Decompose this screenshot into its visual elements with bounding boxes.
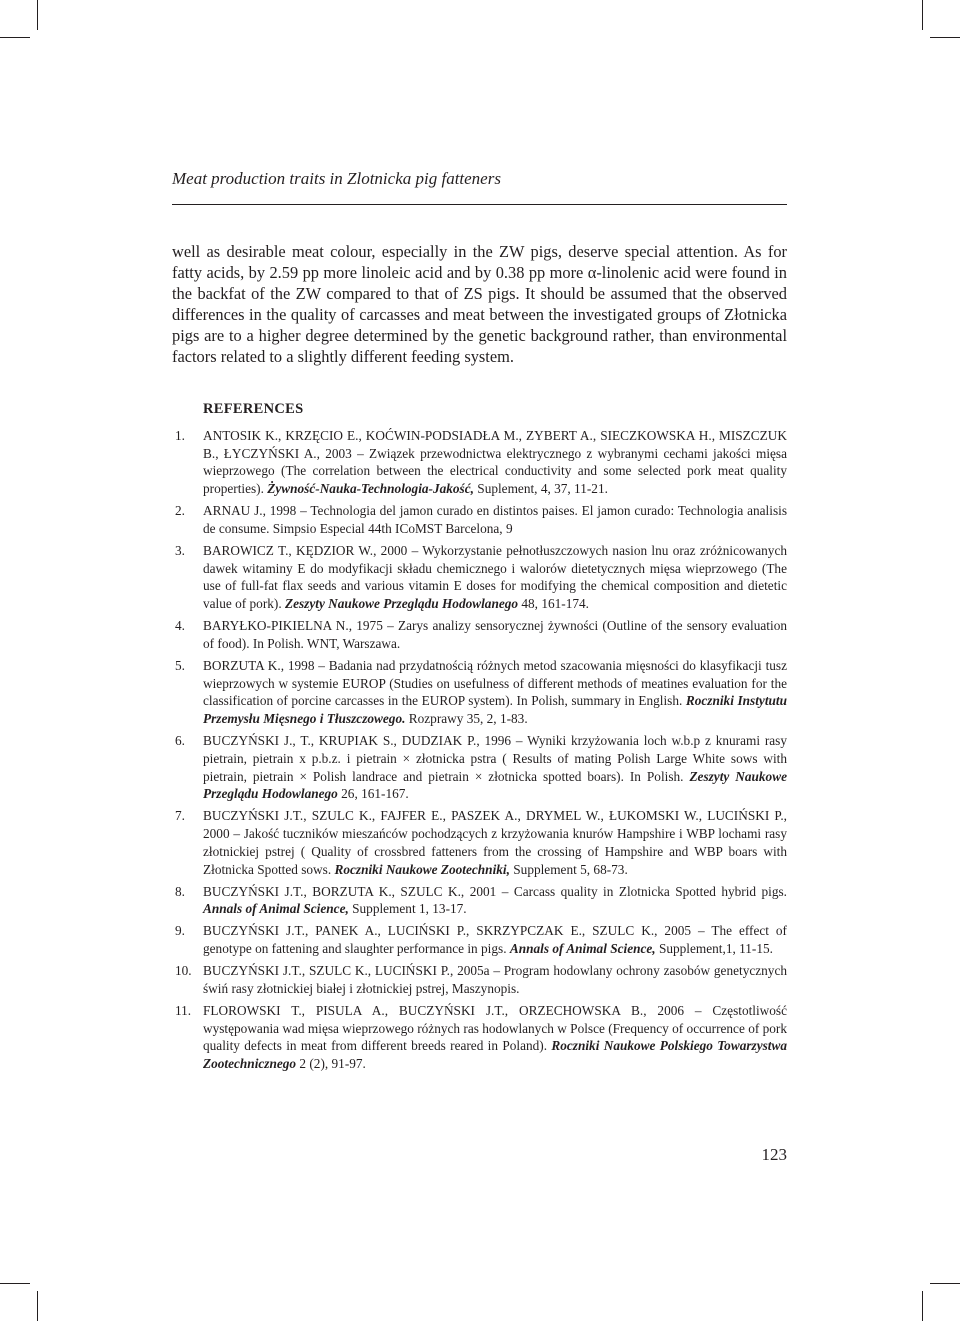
reference-number: 7. (175, 808, 185, 824)
reference-item (175, 883, 787, 918)
reference-text: BARYŁKO-PIKIELNA N., 1975 – Zarys analizy sensorycznej żywności (Outline of the sensory evaluation of food). In Polish. WNT, Warszawa. (203, 618, 787, 651)
reference-number: 6. (175, 733, 185, 749)
reference-number: 11. (175, 1003, 192, 1018)
reference-item (175, 427, 787, 498)
reference-text: BUCZYŃSKI J.T., SZULC K., FAJFER E., PASZEK A., DRYMEL W., ŁUKOMSKI W., LUCIŃSKI P., 2000 – Jakość tuczników mieszańców pochodzących z krzyżowania knurów Hampshire i WBP lochami rasy złotnickiej pstrej ( Quality of crossbred fatteners from the crossing of Hampshire and WBP boars with Złotnicka Spotted sows. (203, 808, 787, 877)
reference-item (175, 732, 787, 803)
reference-journal: Roczniki Naukowe Zootechniki, (334, 861, 510, 877)
reference-tail: Supplement 5, 68-73. (509, 861, 628, 877)
reference-text: BUCZYŃSKI J.T., BORZUTA K., SZULC K., 2001 – Carcass quality in Zlotnicka Spotted hybrid pigs. (203, 883, 787, 899)
crop-mark-left-top (0, 37, 30, 38)
reference-journal: Żywność-Nauka-Technologia-Jakość, (267, 481, 474, 497)
reference-journal: Zeszyty Naukowe Przeglądu Hodowlanego (284, 596, 519, 612)
reference-number: 10. (175, 963, 192, 979)
reference-journal: Annals of Animal Science, (203, 901, 349, 917)
reference-tail: Supplement,1, 11-15. (655, 941, 773, 957)
reference-item (175, 502, 787, 537)
reference-item (175, 617, 787, 652)
reference-text: ANTOSIK K., KRZĘCIO E., KOĆWIN-PODSIADŁA M., ZYBERT A., SIECZKOWSKA H., MISZCZUK B., ŁYCZYŃSKI A., 2003 – Związek przewodnictwa elektrycznego z wybranymi cechami jakości mięsa wieprzowego (The correlation between the electrical conductivity and some selected pork meat quality properties). (203, 428, 787, 497)
reference-item (175, 1002, 787, 1073)
reference-number: 9. (175, 923, 185, 939)
references-list (175, 427, 787, 1077)
reference-number: 2. (175, 503, 185, 519)
reference-item (175, 922, 787, 957)
reference-journal: Roczniki Instytutu Przemysłu Mięsnego i Tłuszczowego. (203, 693, 787, 727)
body-paragraph: well as desirable meat colour, especially in the ZW pigs, deserve special attention. As for fatty acids, by 2.59 pp more linoleic acid and by 0.38 pp more α-linolenic acid were found in the backfat of the ZW compared to that of ZS pigs. It should be assumed that the observed differences in the quality of carcasses and meat between the investigated groups of Złotnicka pigs are to a higher degree determined by the genetic background rather, than environmental factors related to a slightly different feeding system. (172, 242, 787, 366)
reference-text: BUCZYŃSKI J.T., PANEK A., LUCIŃSKI P., SKRZYPCZAK E., SZULC K., 2005 – The effect of genotype on fattening and slaughter performance in pigs. (203, 923, 787, 957)
crop-mark-right-top (930, 37, 960, 38)
reference-text: BUCZYŃSKI J., T., KRUPIAK S., DUDZIAK P., 1996 – Wyniki krzyżowania loch w.b.p z knurami rasy pietrain, pietrain x p.b.z. i pietrain × złotnicka pstra ( Results of mating Polish Large White sows with pietrain, pietrain × Polish landrace and pietrain × złotnicka spotted boars). In Polish. (203, 733, 787, 784)
reference-tail: 2 (2), 91-97. (296, 1056, 366, 1072)
reference-text: BORZUTA K., 1998 – Badania nad przydatnością różnych metod szacowania mięsności do klasyfikacji tusz wieprzowych w systemie EUROP (Studies on usefulness of different methods of meatines evaluation for the classification of porcine carcasses in the EUROP system). In Polish, summary in English. (203, 658, 787, 709)
reference-text: BUCZYŃSKI J.T., SZULC K., LUCIŃSKI P., 2005a – Program hodowlany ochrony zasobów genetycznych świń rasy złotnickiej białej i złotnickiej pstrej, Maszynopis. (203, 963, 787, 996)
reference-number: 3. (175, 543, 185, 558)
reference-item (175, 542, 787, 613)
reference-tail: 48, 161-174. (518, 596, 589, 612)
reference-text: ARNAU J., 1998 – Technologia del jamon curado en distintos paises. El jamon curado: Technologia analisis de consume. Simpsio Especial 44th ICoMST Barcelona, 9 (203, 503, 787, 536)
reference-tail: Suplement, 4, 37, 11-21. (473, 481, 608, 497)
reference-item (175, 657, 787, 728)
reference-journal: Zeszyty Naukowe Przeglądu Hodowlanego (203, 768, 787, 802)
header-rule (172, 204, 787, 205)
reference-item (175, 807, 787, 878)
reference-journal: Annals of Animal Science, (509, 941, 656, 957)
crop-mark-top-left (37, 0, 38, 30)
reference-text: BAROWICZ T., KĘDZIOR W., 2000 – Wykorzystanie pełnotłuszczowych nasion lnu oraz zróżnicowanych dawek witaminy E do modyfikacji składu chemicznego i walorów dietetycznych mięsa wieprzowego (The use of full-fat flax seeds and various vitamin E doses for modifying the chemical composition and dietetic value of pork). (203, 543, 787, 612)
page-number: 123 (761, 1145, 787, 1164)
reference-tail: Rozprawy 35, 2, 1-83. (405, 711, 528, 727)
reference-tail: 26, 161-167. (337, 786, 409, 802)
reference-number: 4. (175, 618, 185, 634)
reference-number: 1. (175, 428, 185, 443)
reference-number: 8. (175, 883, 185, 899)
reference-text: FLOROWSKI T., PISULA A., BUCZYŃSKI J.T., ORZECHOWSKA B., 2006 – Częstotliwość występowania wad mięsa wieprzowego różnych ras hodowlanych w Polsce (Frequency of occurrence of pork quality defects in meat from different breeds reared in Poland). (203, 1003, 787, 1054)
reference-journal: Roczniki Naukowe Polskiego Towarzystwa Zootechnicznego (203, 1038, 787, 1072)
references-heading: REFERENCES (203, 401, 304, 417)
crop-mark-right-bottom (930, 1283, 960, 1284)
crop-mark-bottom-left (37, 1291, 38, 1321)
reference-number: 5. (175, 658, 185, 673)
crop-mark-left-bottom (0, 1283, 30, 1284)
reference-tail: Supplement 1, 13-17. (348, 901, 467, 917)
running-title: Meat production traits in Zlotnicka pig fatteners (172, 169, 501, 188)
crop-mark-top-right (922, 0, 923, 30)
reference-item (175, 962, 787, 997)
crop-mark-bottom-right (922, 1291, 923, 1321)
